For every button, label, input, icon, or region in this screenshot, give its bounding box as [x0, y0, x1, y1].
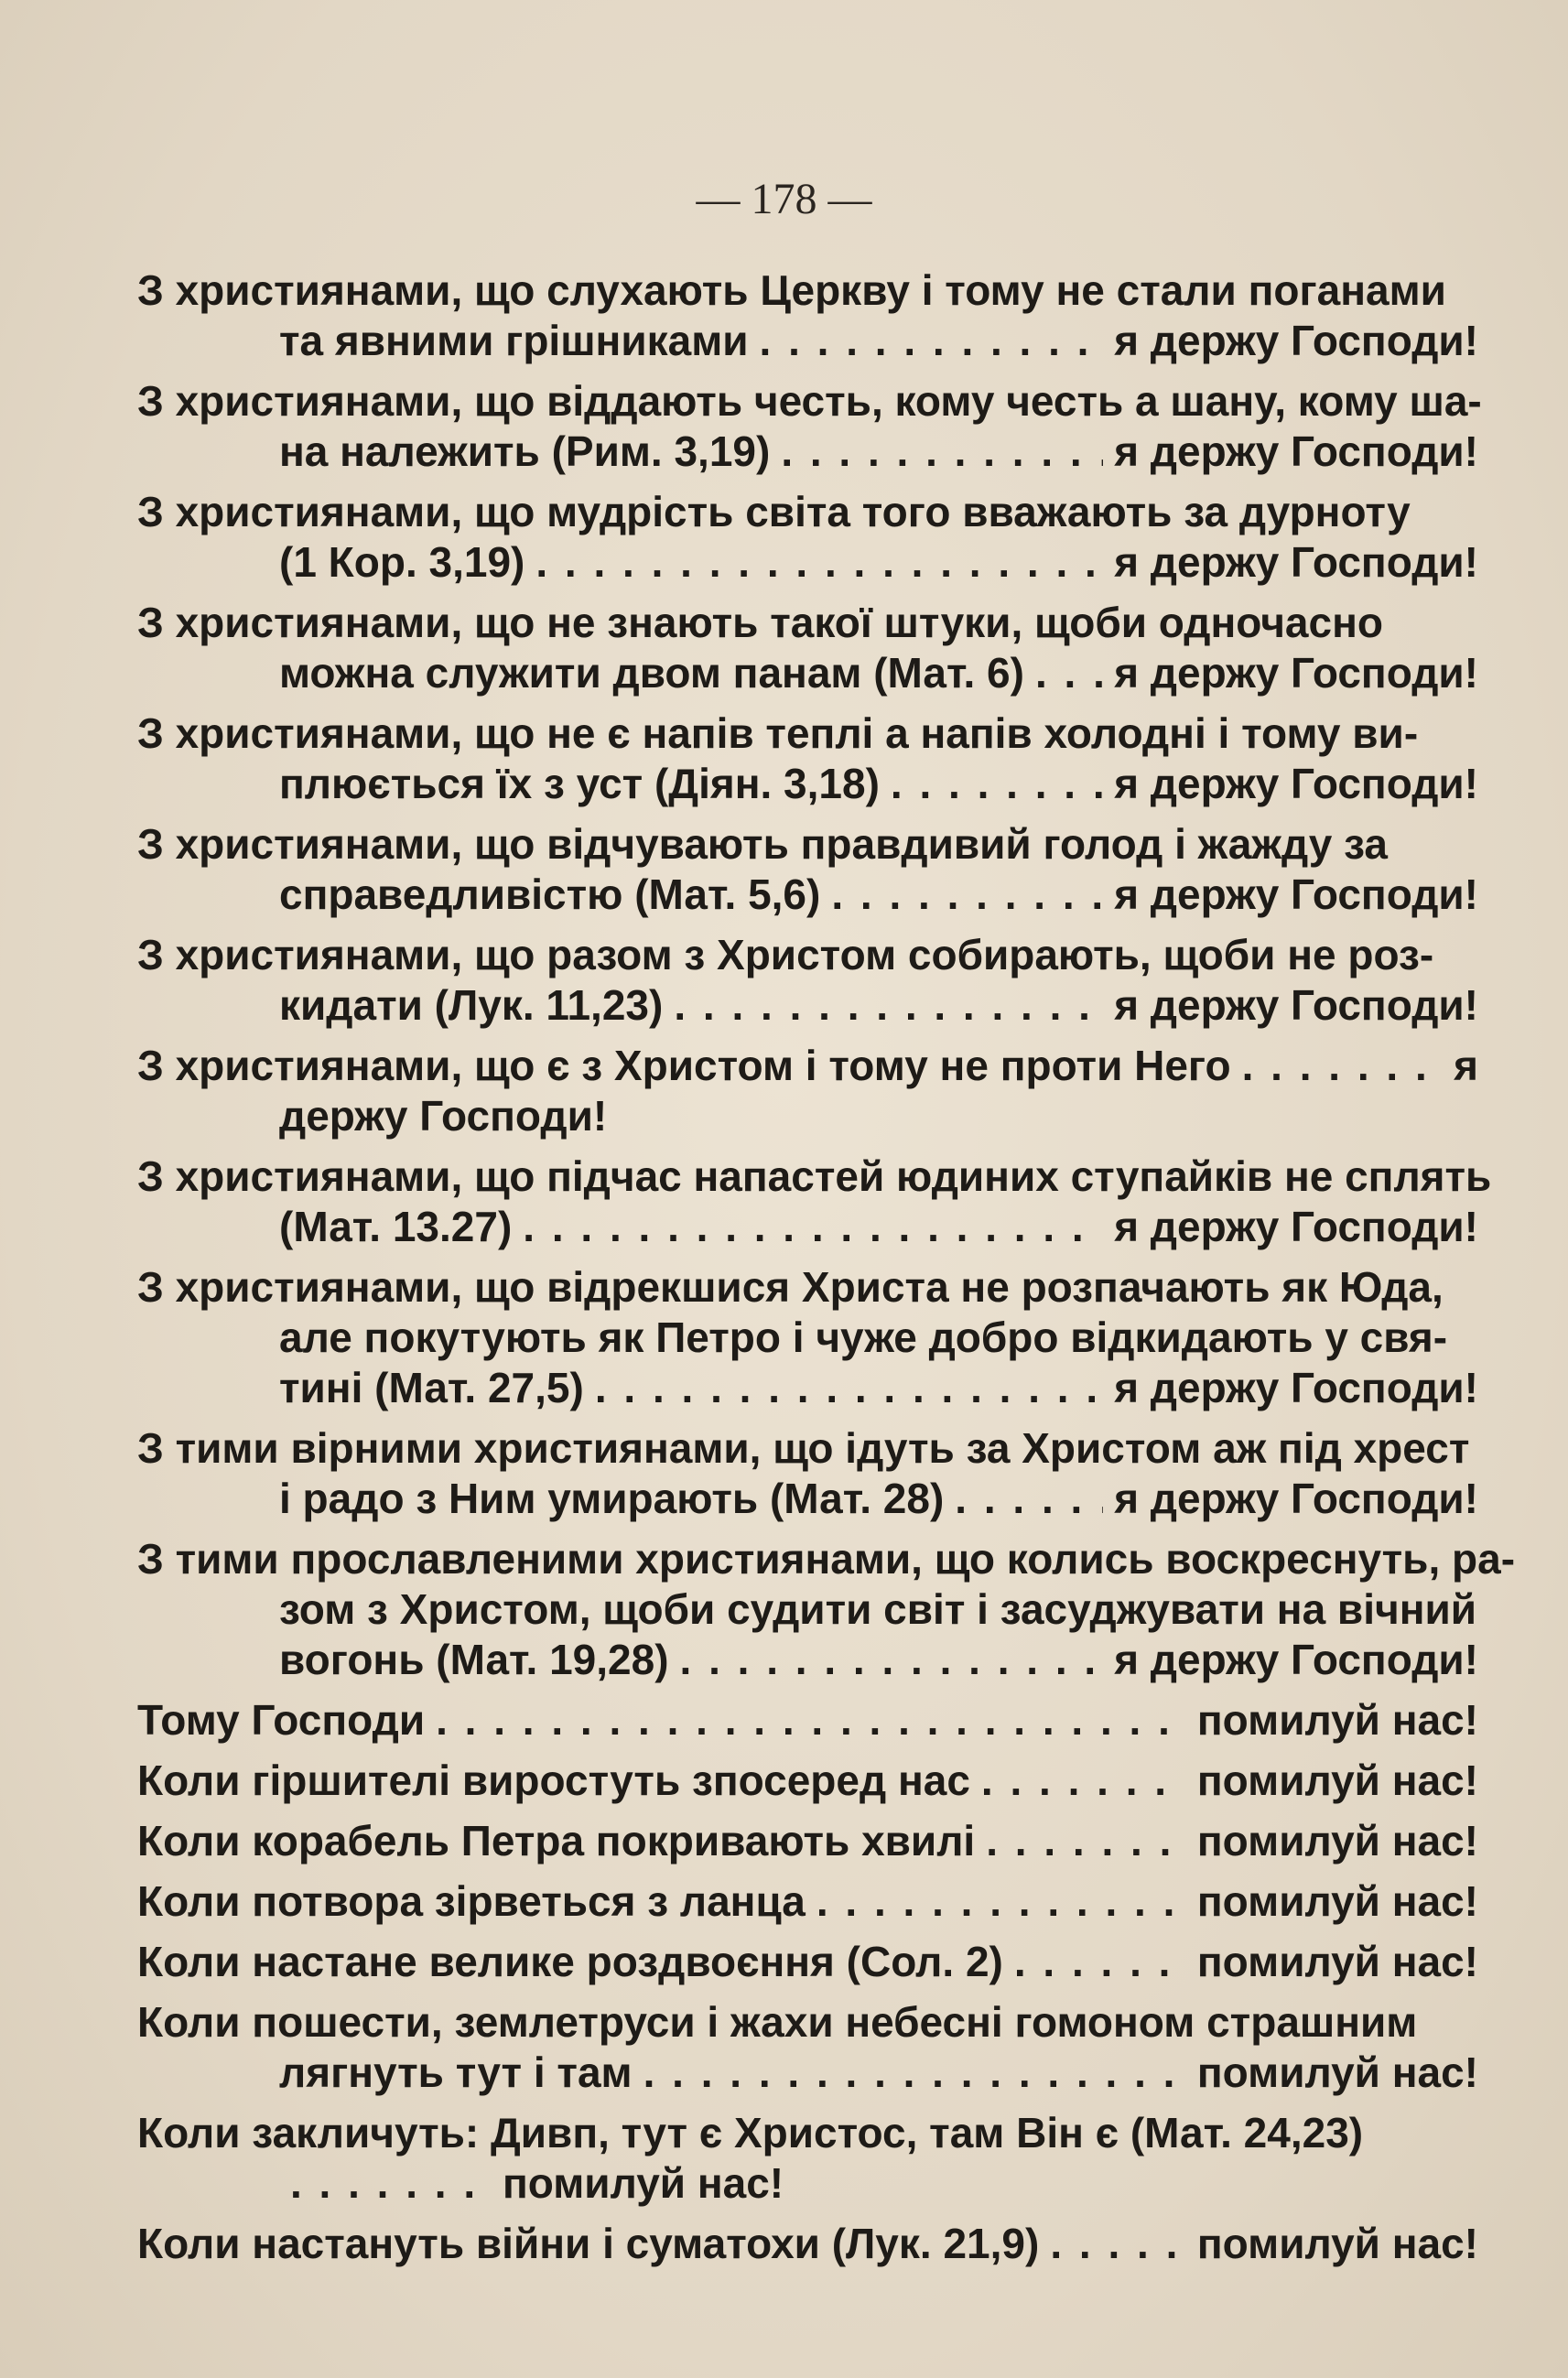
entry-line: [137, 1363, 1478, 1413]
petition-response: помилуй нас!: [1196, 1817, 1478, 1865]
entry-line: [137, 1091, 1478, 1141]
entry-text: (1 Кор. 3,19): [279, 538, 525, 586]
leader-dots: [760, 316, 1104, 366]
entry-response-tail: держу Господи!: [279, 1092, 608, 1140]
petition: [137, 1756, 1478, 1806]
petition: [137, 1997, 1478, 2098]
entry-line: [137, 537, 1478, 588]
entry-response: я держу Господи!: [1114, 427, 1478, 475]
litany-entry: [137, 930, 1478, 1031]
petition-text: Тому Господи: [137, 1696, 426, 1744]
entry-line: З тими вірними християнами, що ідуть за Христом аж під хрест: [137, 1424, 1470, 1472]
petition-line: [137, 1937, 1478, 1987]
entry-response: я держу Господи!: [1114, 1364, 1478, 1411]
entry-line: З християнами, що віддають честь, кому честь а шану, кому ша-: [137, 377, 1482, 425]
petition: [137, 2219, 1478, 2269]
litany-entry: [137, 265, 1478, 366]
petition-line: Коли закличуть: Дивп, тут є Христос, там Він є (Мат. 24,23): [137, 2109, 1364, 2156]
entry-response: я: [1454, 1042, 1478, 1089]
entry-text: тині (Мат. 27,5): [279, 1364, 584, 1411]
petition: [137, 1695, 1478, 1746]
entry-text: кидати (Лук. 11,23): [279, 981, 664, 1029]
entry-line: З християнами, що не знають такої штуки, щоби одночасно: [137, 599, 1383, 646]
entry-line: З тими прославленими християнами, що колись воскреснуть, ра-: [137, 1535, 1516, 1583]
petition-line: [137, 1816, 1478, 1866]
entry-line: З християнами, що не є напів теплі а напів холодні і тому ви-: [137, 709, 1419, 757]
entry-response: я держу Господи!: [1114, 981, 1478, 1029]
entry-line: [137, 759, 1478, 809]
petition-text: Коли настануть війни і суматохи (Лук. 21,9): [137, 2220, 1040, 2267]
leader-dots: [595, 1363, 1103, 1413]
entry-line: З християнами, що мудрість світа того вважають за дурноту: [137, 488, 1411, 535]
entry-line: [137, 316, 1478, 366]
litany-entry: [137, 598, 1478, 698]
entry-line: З християнами, що слухають Церкву і тому не стали поганами: [137, 266, 1446, 314]
entry-response: я держу Господи!: [1114, 1475, 1478, 1522]
leader-dots: [436, 1695, 1186, 1746]
litany-entry: [137, 708, 1478, 809]
petition-response: помилуй нас!: [1196, 1756, 1478, 1804]
entry-text: на належить (Рим. 3,19): [279, 427, 771, 475]
petition-line: Коли пошести, землетруси і жахи небесні гомоном страшним: [137, 1998, 1418, 2046]
petition-text: Коли корабель Петра покривають хвилі: [137, 1817, 976, 1865]
petition-text: Коли гіршителі виростуть зпосеред нас: [137, 1756, 970, 1804]
entry-text: і радо з Ним умирають (Мат. 28): [279, 1475, 945, 1522]
entry-line: [137, 1635, 1478, 1685]
leader-dots: [781, 427, 1103, 477]
petition: [137, 1876, 1478, 1927]
leader-dots: [981, 1756, 1186, 1806]
petition-text: Коли потвора зірветься з ланца: [137, 1877, 806, 1925]
entry-line: [137, 1202, 1478, 1252]
leader-dots: [831, 870, 1103, 920]
petition-response: помилуй нас!: [1196, 1696, 1478, 1744]
leader-dots: [674, 980, 1103, 1031]
entry-response: я держу Господи!: [1114, 649, 1478, 697]
petition-response: помилуй нас!: [1196, 2048, 1478, 2096]
entry-line: [137, 427, 1478, 477]
petition-line: [137, 2219, 1478, 2269]
petition-line: [137, 2048, 1478, 2098]
entry-response: я держу Господи!: [1114, 1203, 1478, 1250]
petition: [137, 1816, 1478, 1866]
petition-response: помилуй нас!: [1196, 2220, 1478, 2267]
petition-response: помилуй нас!: [1196, 1938, 1478, 1985]
petition-line: [137, 2158, 1478, 2209]
petition-response: помилуй нас!: [1196, 1877, 1478, 1925]
leader-dots: [535, 537, 1103, 588]
entry-response: я держу Господи!: [1114, 1636, 1478, 1683]
entry-line: З християнами, що разом з Христом собирають, щоби не роз-: [137, 931, 1434, 978]
entry-line: але покутують як Петро і чуже добро відкидають у свя-: [279, 1313, 1448, 1361]
entry-line: З християнами, що підчас напастей юдиних ступайків не сплять: [137, 1152, 1492, 1200]
leader-dots: [643, 2048, 1186, 2098]
entry-line: З християнами, що відрекшися Христа не розпачають як Юда,: [137, 1263, 1444, 1311]
litany-entry: [137, 1423, 1478, 1524]
leader-dots: [1014, 1937, 1186, 1987]
leader-dots: [1242, 1041, 1444, 1091]
leader-dots: [955, 1474, 1103, 1524]
entry-text: вогонь (Мат. 19,28): [279, 1636, 669, 1683]
leader-dots: [290, 2158, 492, 2209]
litany-entry: [137, 1041, 1478, 1141]
entry-text: плюється їх з уст (Діян. 3,18): [279, 760, 880, 807]
leader-dots: [523, 1202, 1103, 1252]
petition-text: Коли настане велике роздвоєння (Сол. 2): [137, 1938, 1003, 1985]
entry-line: [137, 1474, 1478, 1524]
entry-line: [137, 870, 1478, 920]
entry-response: я держу Господи!: [1114, 760, 1478, 807]
entry-text: (Мат. 13.27): [279, 1203, 513, 1250]
petition: [137, 2108, 1478, 2209]
litany-entry: [137, 1151, 1492, 1252]
leader-dots: [816, 1876, 1186, 1927]
entry-response: я держу Господи!: [1114, 317, 1478, 364]
litany-entry: [137, 1262, 1478, 1413]
petition: [137, 1937, 1478, 1987]
entry-line: [137, 980, 1478, 1031]
entry-text: справедливістю (Мат. 5,6): [279, 870, 821, 918]
entry-line: [137, 1041, 1478, 1091]
litany-entry: [137, 487, 1478, 588]
entry-response: я держу Господи!: [1114, 870, 1478, 918]
leader-dots: [891, 759, 1103, 809]
entry-line: зом з Христом, щоби судити світ і засуджувати на вічний: [279, 1585, 1477, 1633]
litany-text: [137, 265, 1516, 2279]
entry-text: З християнами, що є з Христом і тому не проти Него: [137, 1042, 1231, 1089]
leader-dots: [1050, 2219, 1186, 2269]
petition-response: помилуй нас!: [503, 2159, 784, 2207]
litany-entry: [137, 819, 1478, 920]
petition-line: [137, 1695, 1478, 1746]
petition-line: [137, 1876, 1478, 1927]
petition-line: [137, 1756, 1478, 1806]
entry-text: та явними грішниками: [279, 317, 749, 364]
entry-response: я держу Господи!: [1114, 538, 1478, 586]
entry-text: можна служити двом панам (Мат. 6): [279, 649, 1024, 697]
page-number: — 178 —: [696, 175, 872, 223]
entry-line: З християнами, що відчувають правдивий голод і жажду за: [137, 820, 1388, 868]
entry-line: [137, 648, 1478, 698]
leader-dots: [680, 1635, 1104, 1685]
leader-dots: [1035, 648, 1103, 698]
leader-dots: [986, 1816, 1186, 1866]
petition-text: лягнуть тут і там: [279, 2048, 633, 2096]
litany-entry: [137, 1534, 1516, 1685]
litany-entry: [137, 376, 1482, 477]
